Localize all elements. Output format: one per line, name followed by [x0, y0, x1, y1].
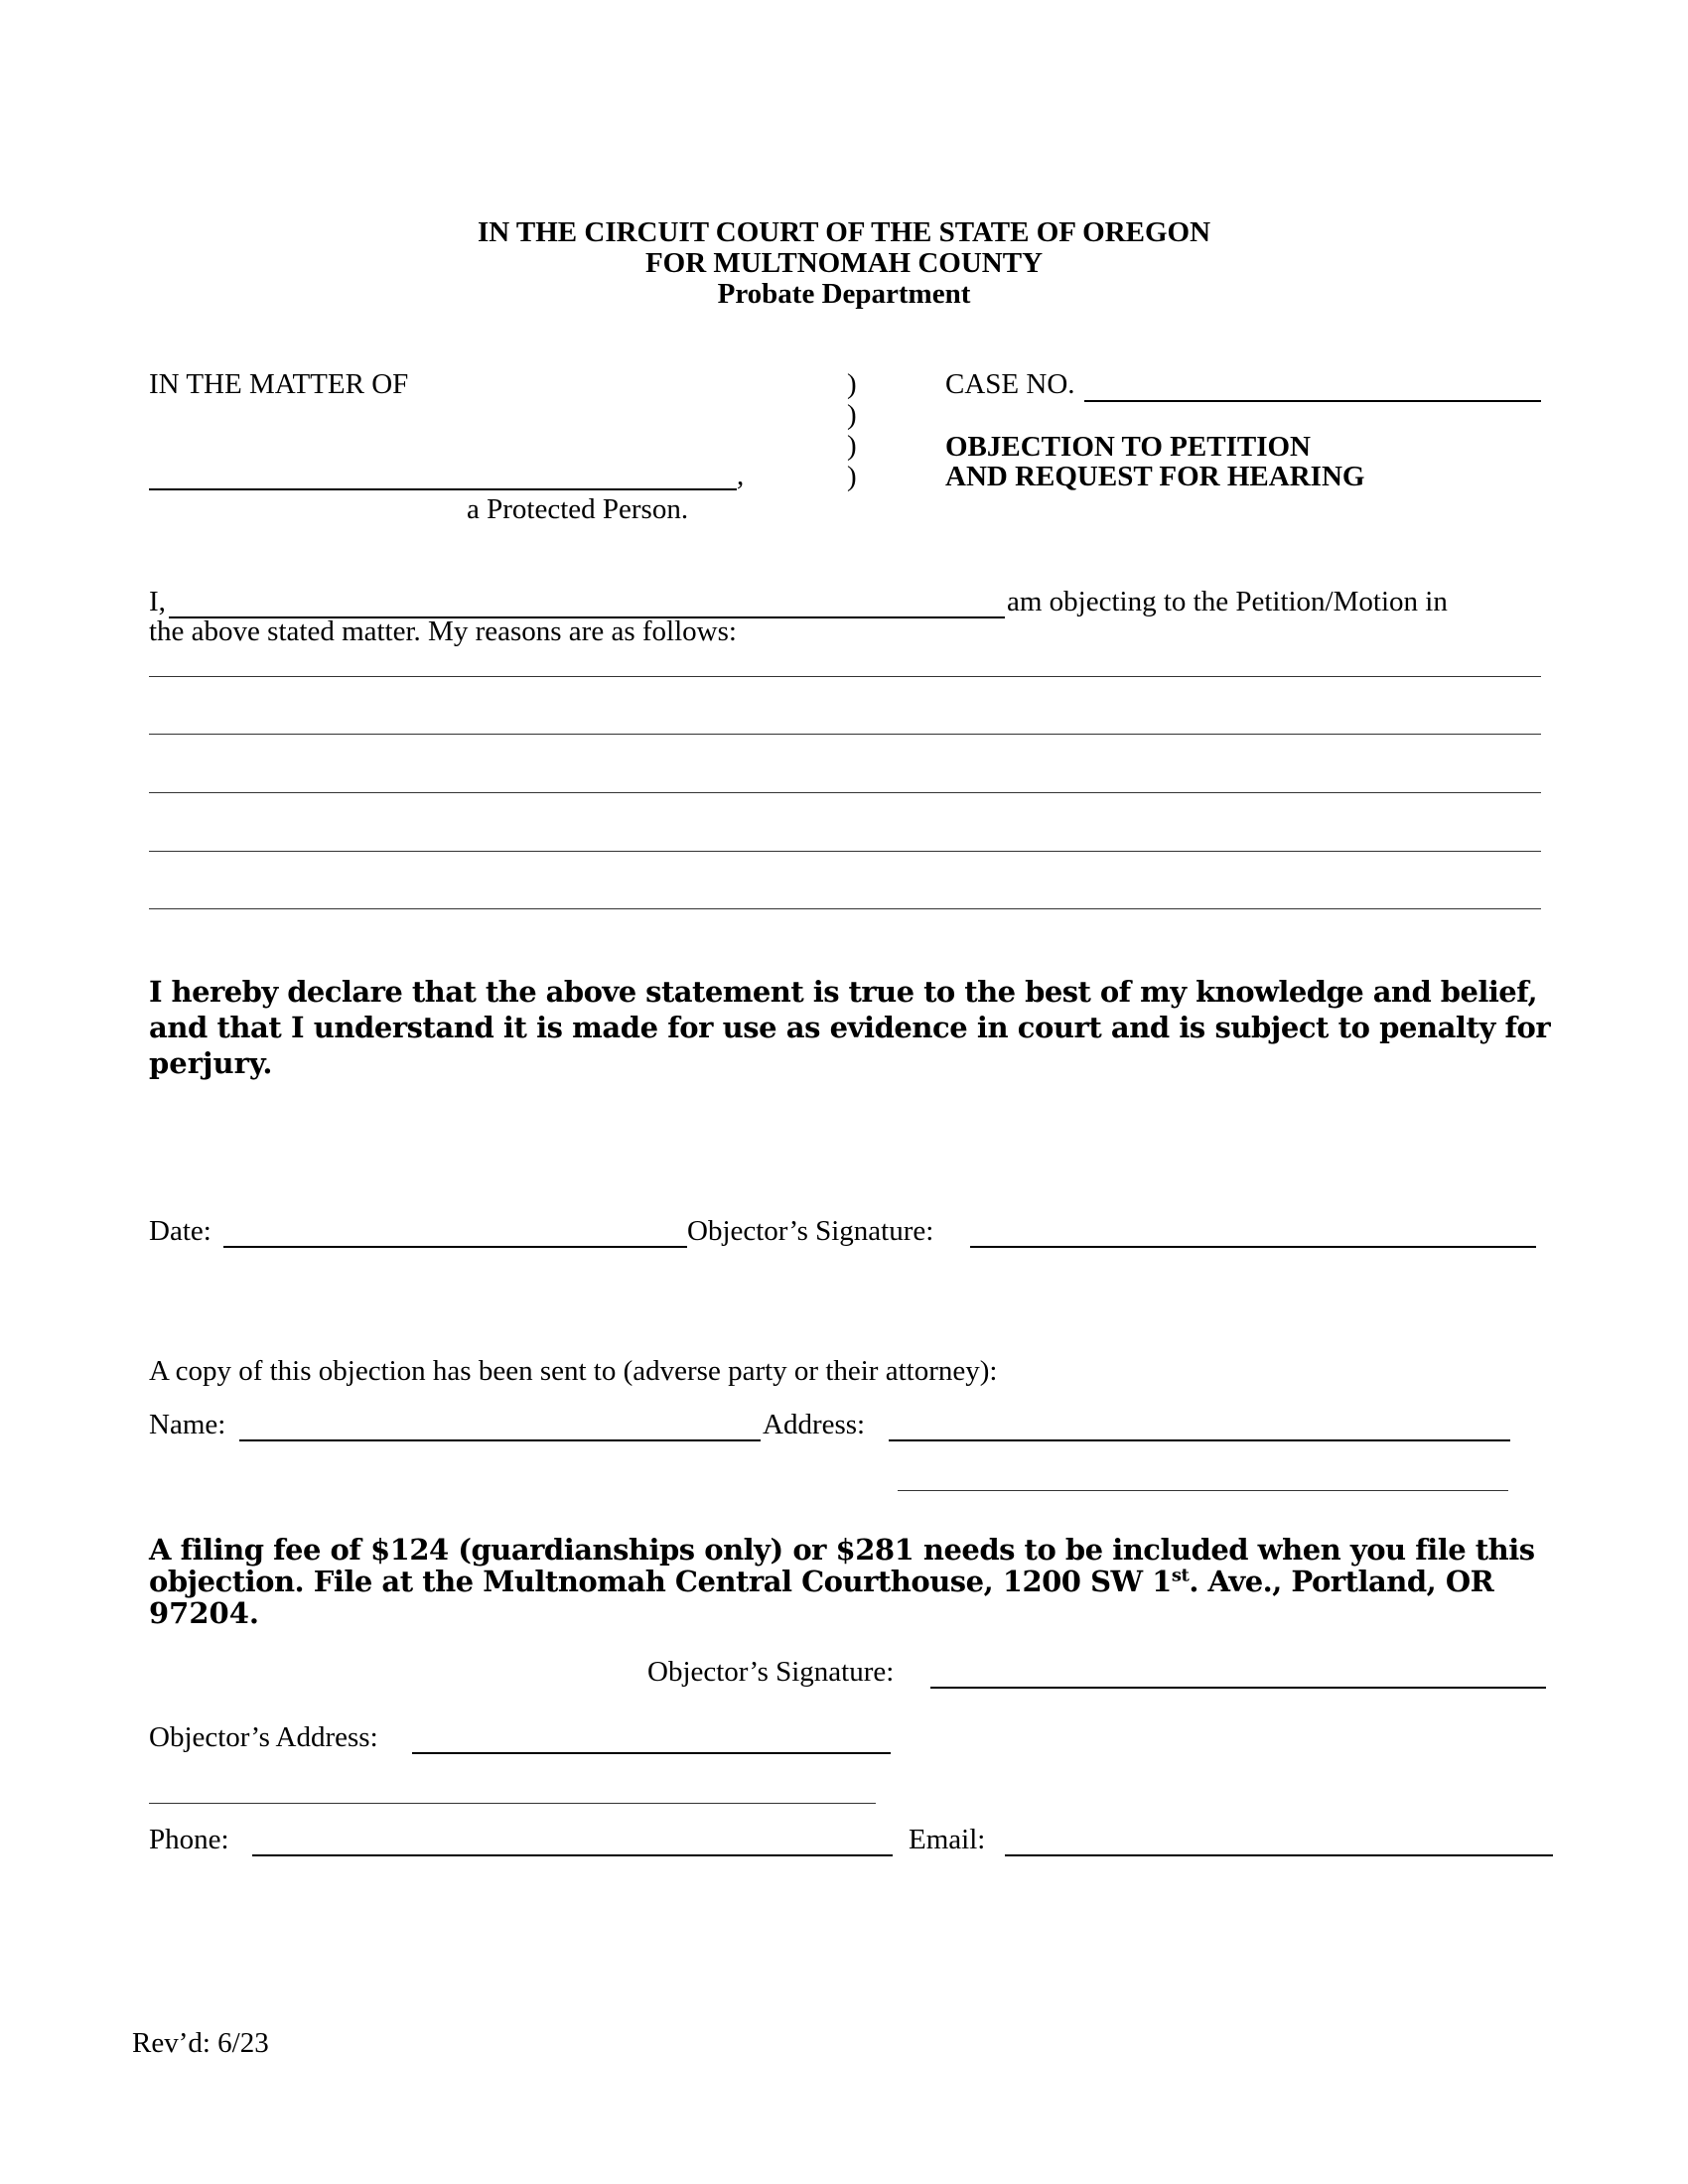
- phone-label: Phone:: [149, 1824, 229, 1855]
- objector-signature-line-2[interactable]: [930, 1687, 1546, 1689]
- adverse-party-address-line2[interactable]: [898, 1490, 1508, 1491]
- case-no-line[interactable]: [1084, 400, 1541, 402]
- caption-paren: ): [847, 430, 857, 462]
- name-label: Name:: [149, 1409, 226, 1440]
- document-title-line1: OBJECTION TO PETITION: [945, 431, 1311, 463]
- declaration-line1: I hereby declare that the above statement is true to the best of my knowledge and belief,: [149, 975, 1538, 1009]
- caption-paren: ): [847, 368, 857, 400]
- objector-signature-line[interactable]: [970, 1246, 1536, 1248]
- caption-paren: ): [847, 399, 857, 431]
- objector-signature-label: Objector’s Signature:: [687, 1215, 934, 1247]
- phone-line[interactable]: [252, 1854, 893, 1856]
- court-header-line2: FOR MULTNOMAH COUNTY: [644, 247, 1044, 279]
- adverse-party-address-line1[interactable]: [889, 1439, 1510, 1441]
- date-line[interactable]: [223, 1246, 687, 1248]
- reasons-intro: the above stated matter. My reasons are as follows:: [149, 615, 737, 647]
- protected-person-name-line[interactable]: [149, 488, 737, 490]
- revision-date: Rev’d: 6/23: [132, 2027, 269, 2059]
- reason-line[interactable]: [149, 908, 1541, 909]
- filing-fee-line1: A filing fee of $124 (guardianships only) or $281 needs to be included when you file this: [149, 1533, 1535, 1567]
- in-the-matter-label: IN THE MATTER OF: [149, 368, 409, 400]
- reason-line[interactable]: [149, 792, 1541, 793]
- reason-line[interactable]: [149, 734, 1541, 735]
- address-label: Address:: [763, 1409, 866, 1440]
- date-label: Date:: [149, 1215, 211, 1247]
- court-header-line1: IN THE CIRCUIT COURT OF THE STATE OF OREGON: [477, 216, 1211, 248]
- adverse-party-name-line[interactable]: [239, 1439, 761, 1441]
- copy-sent-text: A copy of this objection has been sent to (adverse party or their attorney):: [149, 1355, 998, 1387]
- objector-address-label: Objector’s Address:: [149, 1721, 378, 1753]
- declaration-line2: and that I understand it is made for use as evidence in court and is subject to penalty for: [149, 1011, 1551, 1044]
- objector-i-label: I,: [149, 586, 166, 617]
- objecting-text: am objecting to the Petition/Motion in: [1007, 586, 1448, 617]
- objector-address-line1[interactable]: [412, 1752, 891, 1754]
- case-no-label: CASE NO.: [945, 368, 1075, 400]
- protected-person-label: a Protected Person.: [467, 493, 689, 525]
- reason-line[interactable]: [149, 676, 1541, 677]
- objector-signature-label-2: Objector’s Signature:: [647, 1656, 895, 1688]
- court-header-line3: Probate Department: [717, 278, 971, 310]
- filing-fee-line2: objection. File at the Multnomah Central Courthouse, 1200 SW 1st. Ave., Portland, OR: [149, 1565, 1494, 1598]
- email-line[interactable]: [1005, 1854, 1553, 1856]
- filing-fee-line3: 97204.: [149, 1596, 259, 1630]
- name-comma: ,: [737, 460, 745, 491]
- document-title-line2: AND REQUEST FOR HEARING: [945, 461, 1365, 492]
- declaration-line3: perjury.: [149, 1046, 273, 1080]
- email-label: Email:: [909, 1824, 986, 1855]
- caption-paren: ): [847, 461, 857, 492]
- objector-address-line2[interactable]: [149, 1803, 876, 1804]
- reason-line[interactable]: [149, 851, 1541, 852]
